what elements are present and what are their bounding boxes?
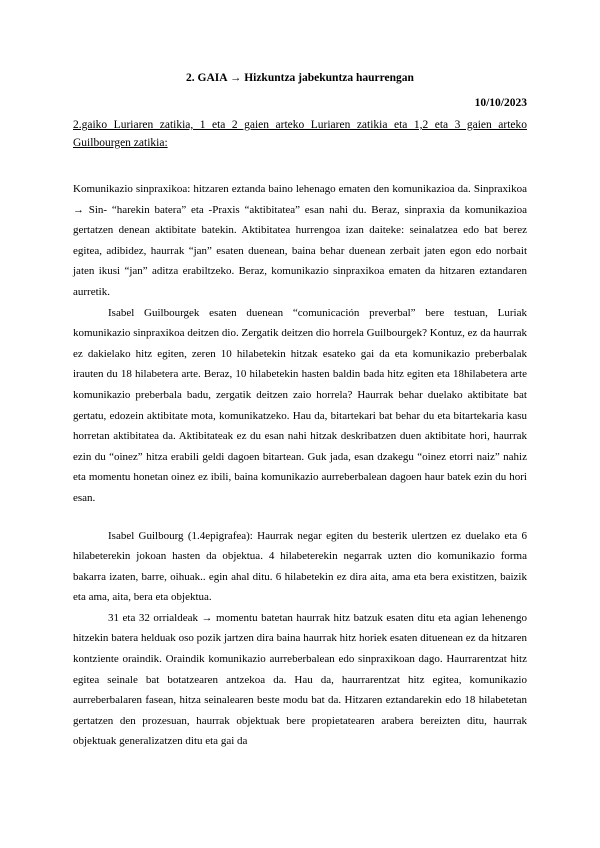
document-date: 10/10/2023 [474,97,527,109]
document-page [73,70,527,752]
paragraph-sinpraxikoa: Komunikazio sinpraxikoa: hitzaren eztanda baino lehenago ematen den komunikazioa da. Sinpraxikoa → Sin- “harekin batera” eta -Praxis “aktibitatea” esan nahi du. Beraz, sinpraxia da komunikazioa gertatzen denean aktibitate batekin. Aktibitatea hurrengoa izan daiteke: seinalatzea edo bat berez egitea, adibidez, haurrak “jan” esaten duenean, baina behar duenean zerbait jaten egon edo norbait jaten ikusi “jan” aditza erabiltzeko. Beraz, komunikazio sinpraxikoa ematen da hitzaren eztandaren aurretik. [73,183,527,298]
intro-heading: 2.gaiko Luriaren zatikia, 1 eta 2 gaien arteko Luriaren zatikia eta 1,2 eta 3 gaien arteko Guilbourgen zatikia: [73,119,527,149]
paragraph-orrialdeak: 31 eta 32 orrialdeak → momentu batetan haurrak hitz batzuk esaten ditu eta agian lehenengo hitzekin batera helduak oso pozik jartzen dira baina haurrak hitz horiek esaten dituenean ez da hitzaren kontziente oraindik. Oraindik komunikazio aurreberbalean edo sinpraxikoan dago. Haurrarentzat hitz egitea seinale bat botatzearen antzekoa da. Hau da, haurrarentzat hitz egitea, komunikazio aurreberbalaren fasean, hitza seinalearen beste modu bat da. Hitzaren eztandarekin edo 18 hilabetetan gertatzen den prozesuan, haurrak objektuak bere propietatearen arabera bereizten ditu, haurrak objektuak generalizatzen ditu eta gai da [73,611,527,748]
paragraph-guilbourg-preverbal: Isabel Guilbourgek esaten duenean “comunicación preverbal” bere testuan, Luriak komunikazio sinpraxikoa deitzen dio. Zergatik deitzen dio horrela Guilbourgek? Kontuz, ez da haurrak ez dakielako hitz egiten, zeren 10 hilabetekin hitzak esateko gai da eta komunikazio preberbalak irauten du 18 hilabetera arte. Beraz, 10 hilabetekin hasten baldin bada hitz egiten eta 18hilabetera arte komunikazio preberbala badu, zergatik deitzen zaio horrela? Haurrak behar duelako aktibitate bat gertatu, edozein aktibitate mota, komunikatzeko. Hau da, bitartekari bat behar du eta bitartekaria kasu horretan aktibitatea da. Aktibitateak ez du esan nahi hitzak deskribatzen duen aktibitate hori, haurrak ezin du “oinez” hitza erabili geldi dagoen bitartean. Guk jada, esan dzakegu “oinez etorri naiz” nahiz eta momentu honetan oinez ez ibili, baina komunikazio aurreberbalean dagoen haur batek ezin du hori esan. [73,306,527,504]
paragraph-guilbourg-epigrafea: Isabel Guilbourg (1.4epigrafea): Haurrak negar egiten du besterik ulertzen ez duelako eta 6 hilabeterekin jokoan hasten da objektua. 4 hilabeterekin negarrak uzten dio komunikazio forma bakarra izaten, barre, oihuak.. egin ahal ditu. 6 hilabetekin ez dira aita, ama eta bera existitzen, baizik eta ama, aita, bera eta objektua. [73,529,527,604]
document-title: 2. GAIA → Hizkuntza jabekuntza haurrengan [186,72,414,84]
